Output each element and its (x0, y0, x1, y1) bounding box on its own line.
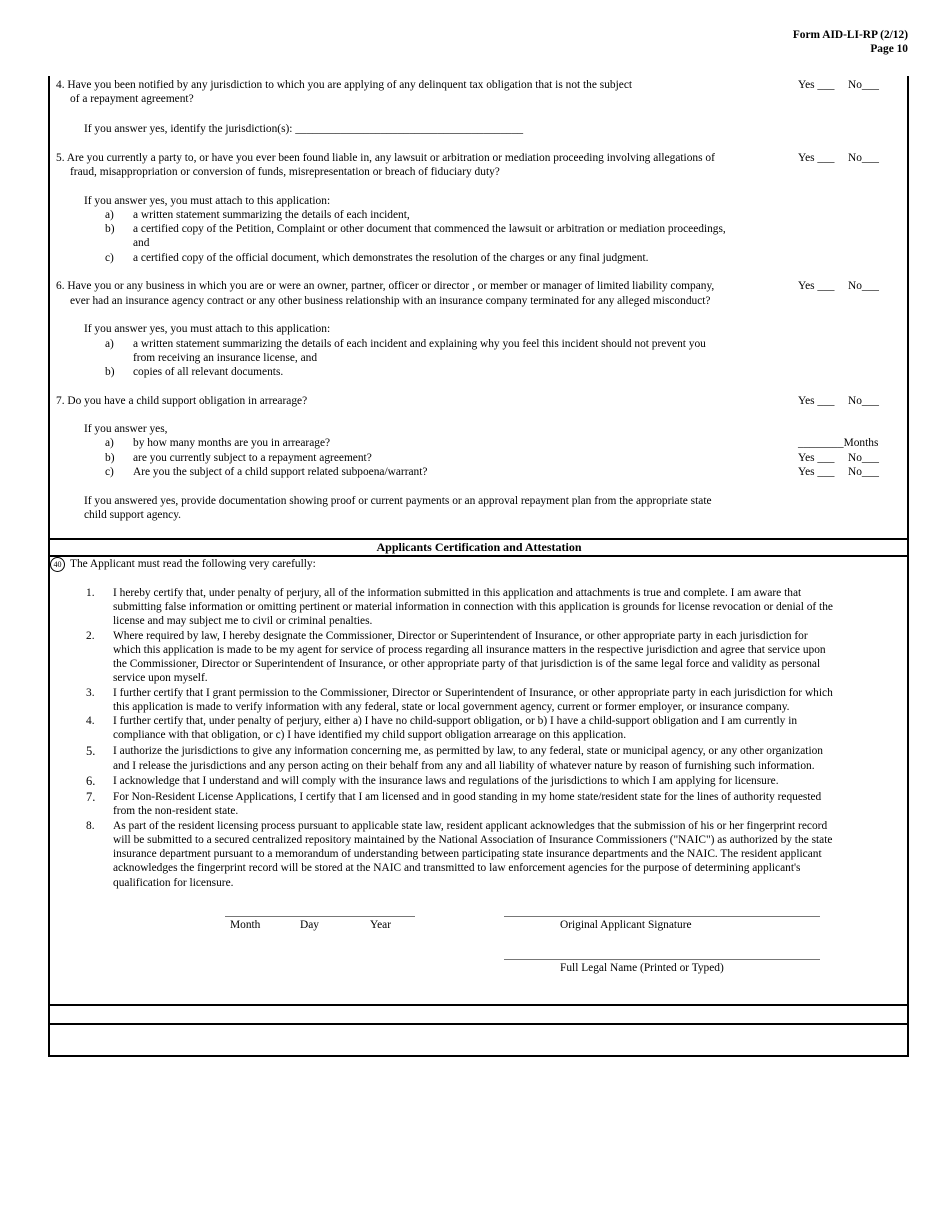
cert-item-number: 3. (86, 687, 95, 699)
q7b-yes[interactable]: Yes ___ (798, 452, 835, 464)
q6-item-text: copies of all relevant documents. (133, 366, 284, 378)
cert-item-line: acknowledges the fingerprint record will be stored at the NAIC and transmitted to law enforcement agencies for the purpose of determining applicant's (113, 862, 801, 874)
frame-bottom-border (48, 1055, 909, 1057)
q7-yes[interactable]: Yes ___ (798, 395, 835, 407)
date-day-label: Day (300, 919, 319, 931)
cert-item-line: I further certify that I grant permission to the Commissioner, Director or Superintendent of Insurance, or other appropriate party in each jurisdiction for which (113, 687, 833, 699)
q5-item-label: a) (105, 209, 114, 221)
q7-note-cont: child support agency. (84, 509, 182, 521)
cert-item-line: As part of the resident licensing process pursuant to applicable state law, resident applicant acknowledges that the submission of his or her fingerprint record (113, 820, 828, 832)
q4-jurisdiction-field[interactable]: If you answer yes, identify the jurisdiction(s): ________________________________________ (84, 123, 524, 135)
box-divider-1 (48, 1004, 909, 1006)
q6-yes[interactable]: Yes ___ (798, 280, 835, 292)
q5-item-label: c) (105, 252, 114, 264)
item-number-marker: 40 (50, 557, 65, 572)
q7a-months-field[interactable]: ________Months (798, 437, 879, 449)
q7-item-text: by how many months are you in arrearage? (133, 437, 331, 449)
q6-intro: If you answer yes, you must attach to this application: (84, 323, 331, 335)
q7-item-text: Are you the subject of a child support related subpoena/warrant? (133, 466, 428, 478)
page-number: Page 10 (870, 43, 908, 55)
q4-text: 4. Have you been notified by any jurisdiction to which you are applying of any delinquent tax obligation that is not the subject (56, 79, 633, 91)
date-year-label: Year (370, 919, 391, 931)
q5-no[interactable]: No___ (848, 152, 880, 164)
q4-no[interactable]: No___ (848, 79, 880, 91)
cert-item-line: and I release the jurisdictions and any person acting on their behalf from any and all liability of whatever nature by reason of furnishing such information. (113, 760, 815, 772)
cert-item-number: 6. (86, 774, 96, 788)
signature-line[interactable] (504, 916, 820, 917)
cert-item-line: I acknowledge that I understand and will comply with the insurance laws and regulations of the jurisdictions to which I am applying for licensure. (113, 775, 779, 787)
cert-item-line: will be submitted to a secured centralized repository maintained by the National Association of Insurance Commissioners ("NAIC") as authorized by the state (113, 834, 833, 846)
q6-no[interactable]: No___ (848, 280, 880, 292)
cert-item-number: 5. (86, 744, 96, 758)
full-name-line[interactable] (504, 959, 820, 960)
q7-item-label: a) (105, 437, 114, 449)
q7-item-text: are you currently subject to a repayment agreement? (133, 452, 372, 464)
cert-item-line: I authorize the jurisdictions to give any information concerning me, as permitted by law, to any federal, state or municipal agency, or any other organization (113, 745, 823, 757)
cert-item-number: 7. (86, 790, 96, 804)
date-line[interactable] (225, 916, 415, 917)
q7-item-label: b) (105, 452, 115, 464)
cert-item-line: license and may subject me to civil or criminal penalties. (113, 615, 373, 627)
q5-item-label: b) (105, 223, 115, 235)
cert-item-line: the Commissioner, Director or Superintendent of Insurance, or other appropriate party of that jurisdiction is of the same legal force and validity as personal (113, 658, 821, 670)
q5-yes[interactable]: Yes ___ (798, 152, 835, 164)
cert-item-number: 8. (86, 820, 95, 832)
q7c-no[interactable]: No___ (848, 466, 880, 478)
cert-item-line: service upon myself. (113, 672, 208, 684)
q4-yes[interactable]: Yes ___ (798, 79, 835, 91)
certification-intro: The Applicant must read the following very carefully: (70, 558, 316, 570)
cert-item-line: this application is made to verify information with any federal, state or local government agency, current or former employer, or insurance company. (113, 701, 790, 713)
q5-intro: If you answer yes, you must attach to this application: (84, 195, 331, 207)
box-divider-2 (48, 1023, 909, 1025)
q5-item-text: a written statement summarizing the details of each incident, (133, 209, 410, 221)
q6-text-cont: ever had an insurance agency contract or any other business relationship with an insurance company terminated for any alleged misconduct? (70, 295, 711, 307)
q6-text: 6. Have you or any business in which you are or were an owner, partner, officer or director , or member or manager of limited liability company, (56, 280, 715, 292)
q5-text-cont: fraud, misappropriation or conversion of funds, misrepresentation or breach of fiduciary duty? (70, 166, 500, 178)
q7-text: 7. Do you have a child support obligation in arrearage? (56, 395, 308, 407)
cert-item-number: 4. (86, 715, 95, 727)
q5-text: 5. Are you currently a party to, or have you ever been found liable in, any lawsuit or arbitration or mediation proceeding involving allegations of (56, 152, 715, 164)
q7c-yes[interactable]: Yes ___ (798, 466, 835, 478)
certification-title: Applicants Certification and Attestation (376, 540, 582, 554)
cert-item-line: I hereby certify that, under penalty of perjury, all of the information submitted in this application and attachments is true and complete. I am aware that (113, 587, 802, 599)
q5-item-text: a certified copy of the Petition, Complaint or other document that commenced the lawsuit or arbitration or mediation proceedings, (133, 223, 726, 235)
cert-item-line: I further certify that, under penalty of perjury, either a) I have no child-support obligation, or b) I have a child-support obligation and I am currently in (113, 715, 798, 727)
cert-item-line: from the non-resident state. (113, 805, 239, 817)
q5-item-text: a certified copy of the official document, which demonstrates the resolution of the charges or any final judgment. (133, 252, 649, 264)
q4-text-cont: of a repayment agreement? (70, 93, 194, 105)
cert-item-number: 2. (86, 630, 95, 642)
cert-item-line: which this application is made to be my agent for service of process regarding all insurance matters in the respective jurisdiction and agree that service upon (113, 644, 826, 656)
cert-item-line: Where required by law, I hereby designate the Commissioner, Director or Superintendent of Insurance, or other appropriate party in each jurisdiction for (113, 630, 808, 642)
q6-item-label: a) (105, 338, 114, 350)
q6-item-text-cont: from receiving an insurance license, and (133, 352, 318, 364)
signature-label: Original Applicant Signature (560, 919, 692, 931)
cert-item-line: insurance department pursuant to a memorandum of understanding between participating state insurance departments and the NAIC. The resident applicant (113, 848, 822, 860)
full-name-label: Full Legal Name (Printed or Typed) (560, 962, 724, 974)
cert-item-line: qualification for licensure. (113, 877, 234, 889)
q5-item-text-cont: and (133, 237, 150, 249)
q6-item-text: a written statement summarizing the details of each incident and explaining why you feel this incident should not prevent you (133, 338, 706, 350)
frame-right-border (907, 76, 909, 1057)
cert-item-number: 1. (86, 587, 95, 599)
form-id: Form AID-LI-RP (2/12) (792, 29, 908, 41)
q6-item-label: b) (105, 366, 115, 378)
q7b-no[interactable]: No___ (848, 452, 880, 464)
q7-no[interactable]: No___ (848, 395, 880, 407)
q7-note: If you answered yes, provide documentation showing proof or current payments or an approval repayment plan from the appropriate state (84, 495, 712, 507)
cert-item-line: For Non-Resident License Applications, I certify that I am licensed and in good standing in my home state/resident state for the lines of authority requested (113, 791, 822, 803)
q7-intro: If you answer yes, (84, 423, 168, 435)
cert-item-line: submitting false information or omitting pertinent or material information in connection with this application is grounds for license revocation or denial of the (113, 601, 833, 613)
q7-item-label: c) (105, 466, 114, 478)
cert-item-line: compliance with that obligation, or c) I have identified my child support obligation arrearage on this application. (113, 729, 627, 741)
date-month-label: Month (230, 919, 261, 931)
